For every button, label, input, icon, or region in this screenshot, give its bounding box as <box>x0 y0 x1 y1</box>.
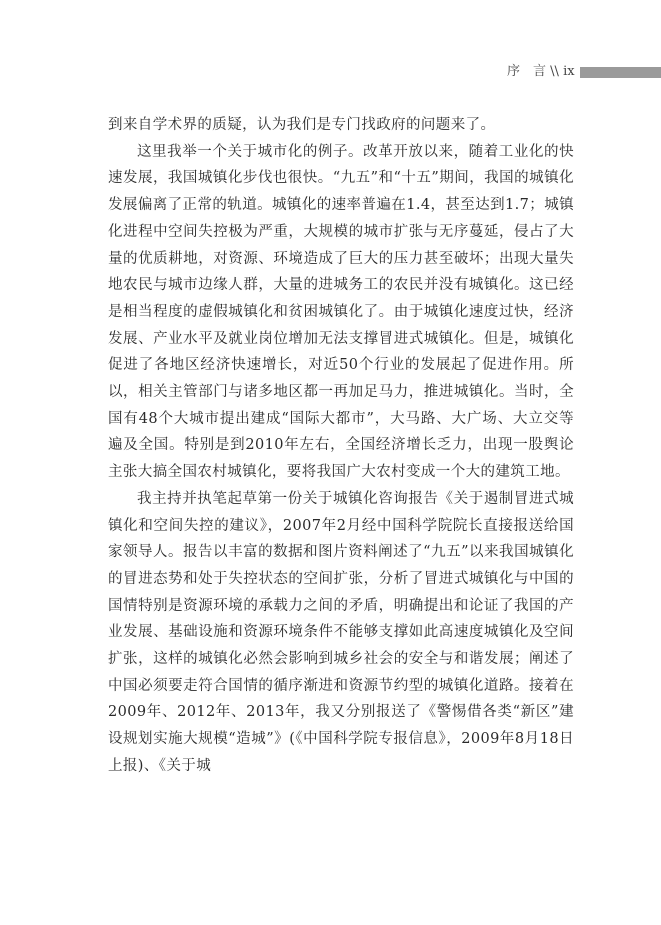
header-separator: \\ <box>550 64 559 79</box>
paragraph-continued: 到来自学术界的质疑，认为我们是专门找政府的问题来了。 <box>108 117 496 133</box>
section-title: 序 言 <box>507 64 547 79</box>
header-decorative-bar <box>580 67 661 78</box>
paragraph-urbanization-example: 这里我举一个关于城市化的例子。改革开放以来，随着工业化的快速发展，我国城镇化步伐也很快。“九五”和“十五”期间，我国的城镇化发展偏离了正常的轨道。城镇化的速率普遍在1.4，甚至达到1.7；城镇化进程中空间失控极为严重，大规模的城市扩张与无序蔓延，侵占了大量的优质耕地，对资源、环境造成了巨大的压力甚至破坏；出现大量失地农民与城市边缘人群，大量的进城务工的农民并没有城镇化。这已经是相当程度的虚假城镇化和贫困城镇化了。由于城镇化速度过快，经济发展、产业水平及就业岗位增加无法支撑冒进式城镇化。但是，城镇化促进了各地区经济快速增长，对近50个行业的发展起了促进作用。所以，相关主管部门与诸多地区都一再加足马力，推进城镇化。当时，全国有48个大城市提出建成“国际大都市”，大马路、大广场、大立交等遍及全国。特别是到2010年左右，全国经济增长乏力，出现一股舆论主张大搞全国农村城镇化，要将我国广大农村变成一个大的建筑工地。 <box>108 143 574 481</box>
page-number: ix <box>563 64 575 79</box>
header-text <box>507 62 575 82</box>
running-header <box>0 62 661 82</box>
paragraph-consulting-report: 我主持并执笔起草第一份关于城镇化咨询报告《关于遏制冒进式城镇化和空间失控的建议》，2007年2月经中国科学院院长直接报送给国家领导人。报告以丰富的数据和图片资料阐述了“九五”以来我国城镇化的冒进态势和处于失控状态的空间扩张，分析了冒进式城镇化与中国的国情特别是资源环境的承载力之间的矛盾，明确提出和论证了我国的产业发展、基础设施和资源环境条件不能够支撑如此高速度城镇化及空间扩张，这样的城镇化必然会影响到城乡社会的安全与和谐发展；阐述了中国必须要走符合国情的循序渐进和资源节约型的城镇化道路。接着在2009年、2012年、2013年，我又分别报送了《警惕借各类“新区”建设规划实施大规模“造城”》(《中国科学院专报信息》，2009年8月18日上报)、《关于城 <box>108 490 574 774</box>
body-text <box>108 112 574 780</box>
